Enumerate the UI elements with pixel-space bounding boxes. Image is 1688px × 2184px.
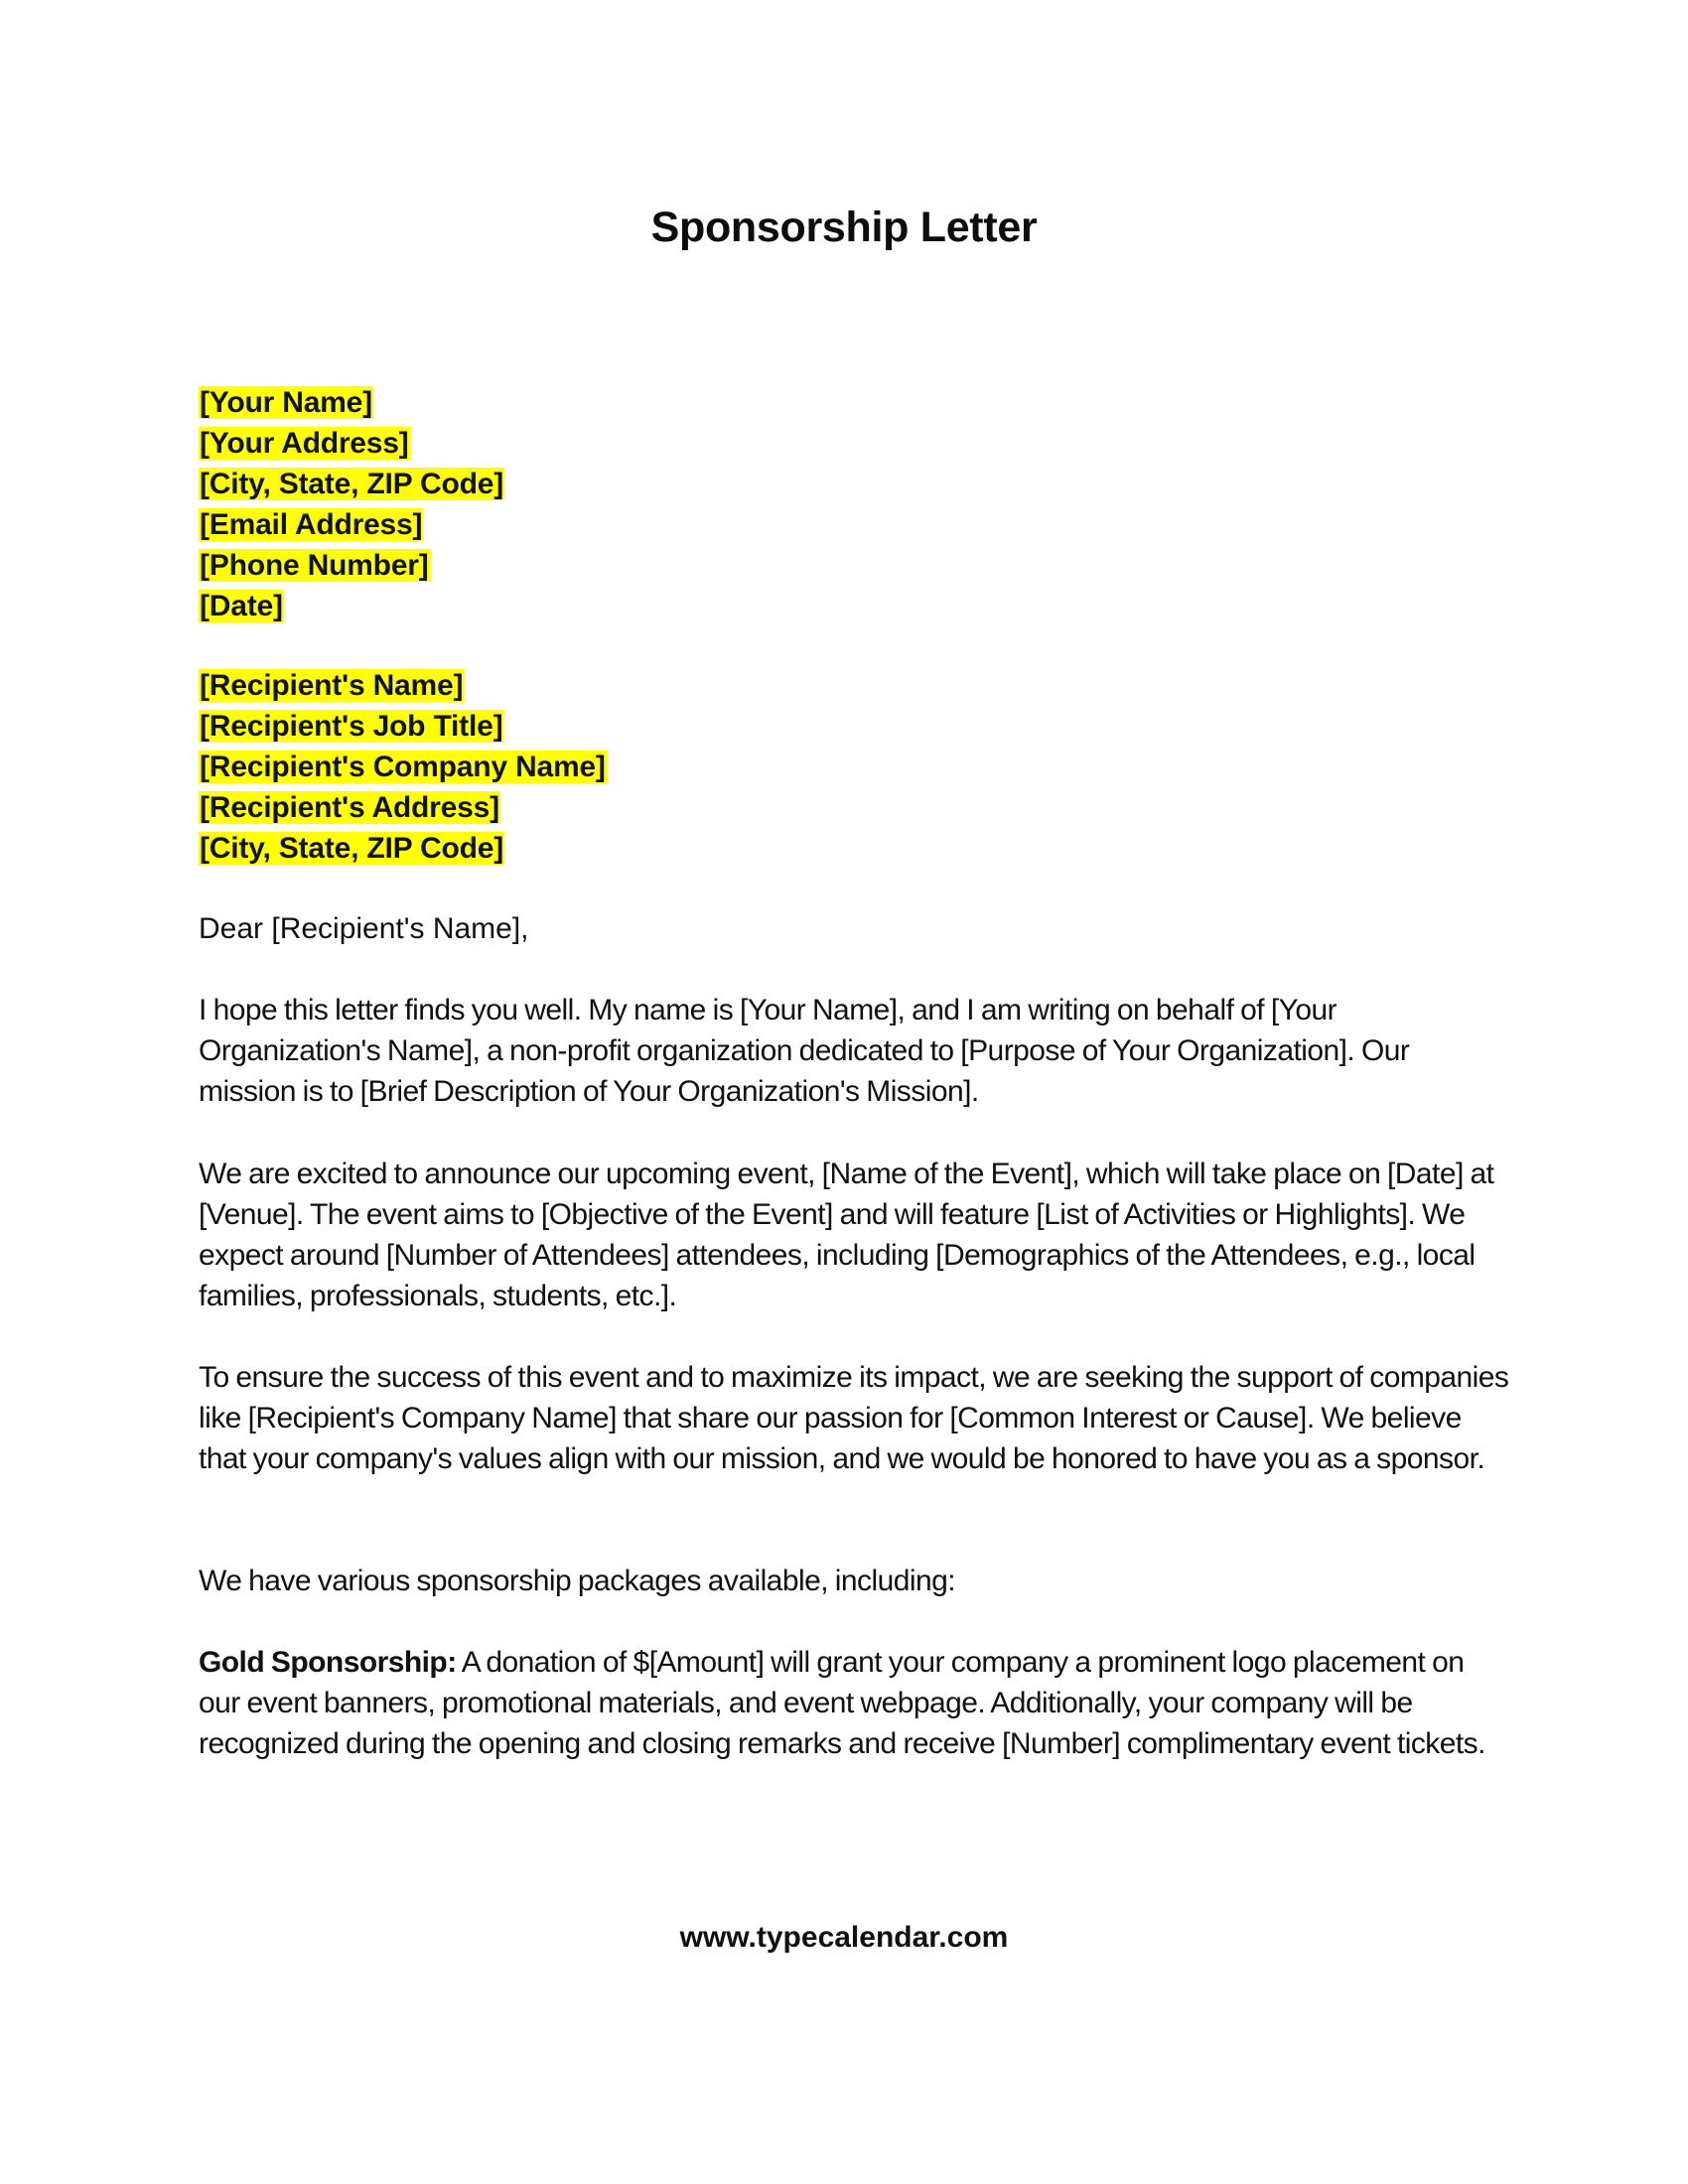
gold-sponsorship-paragraph [199, 1642, 1509, 1764]
paragraph-event-details: We are excited to announce our upcoming event, [Name of the Event], which will take place on [Date] at [Venue]. The event aims to [Objective of the Event] and will feature [List of Activities or Highlights]. We expect around [Number of Attendees] attendees, including [Demographics of the Attendees, e.g., local families, professionals, students, etc.]. [199, 1158, 1494, 1312]
sender-email: [Email Address] [200, 508, 423, 541]
recipient-job-title: [Recipient's Job Title] [200, 710, 503, 743]
sender-address-block [199, 382, 1509, 626]
sender-address: [Your Address] [200, 427, 409, 460]
recipient-city-state-zip: [City, State, ZIP Code] [200, 832, 503, 865]
salutation: Dear [Recipient's Name], [199, 912, 529, 945]
footer-website: www.typecalendar.com [679, 1921, 1009, 1954]
paragraph-sponsorship-request: To ensure the success of this event and to maximize its impact, we are seeking the support of companies like [Recipient's Company Name] that share our passion for [Common Interest or Cause]. We believe that your company's values align with our mission, and we would be honored to have you as a sponsor. [199, 1361, 1509, 1475]
sender-date: [Date] [200, 590, 283, 622]
sender-phone: [Phone Number] [200, 549, 429, 582]
gold-sponsorship-label: Gold Sponsorship: [199, 1646, 457, 1679]
paragraph-packages-intro: We have various sponsorship packages available, including: [199, 1565, 956, 1597]
sender-name: [Your Name] [200, 386, 372, 419]
gold-sponsorship-text: A donation of $[Amount] will grant your company a prominent logo placement on our event banners, promotional materials, and event webpage. Additionally, your company will be recognized during the opening and closing remarks and receive [Number] complimentary event tickets. [199, 1646, 1485, 1760]
recipient-company-name: [Recipient's Company Name] [200, 751, 606, 783]
document-title: Sponsorship Letter [650, 204, 1038, 251]
recipient-address: [Recipient's Address] [200, 791, 499, 824]
paragraph-introduction: I hope this letter finds you well. My name is [Your Name], and I am writing on behalf of [Your Organization's Name], a non-profit organization dedicated to [Purpose of Your Organization]. Our mission is to [Brief Description of Your Organization's Mission]. [199, 994, 1410, 1108]
recipient-address-block [199, 665, 1509, 869]
recipient-name: [Recipient's Name] [200, 669, 464, 702]
sender-city-state-zip: [City, State, ZIP Code] [200, 468, 503, 500]
